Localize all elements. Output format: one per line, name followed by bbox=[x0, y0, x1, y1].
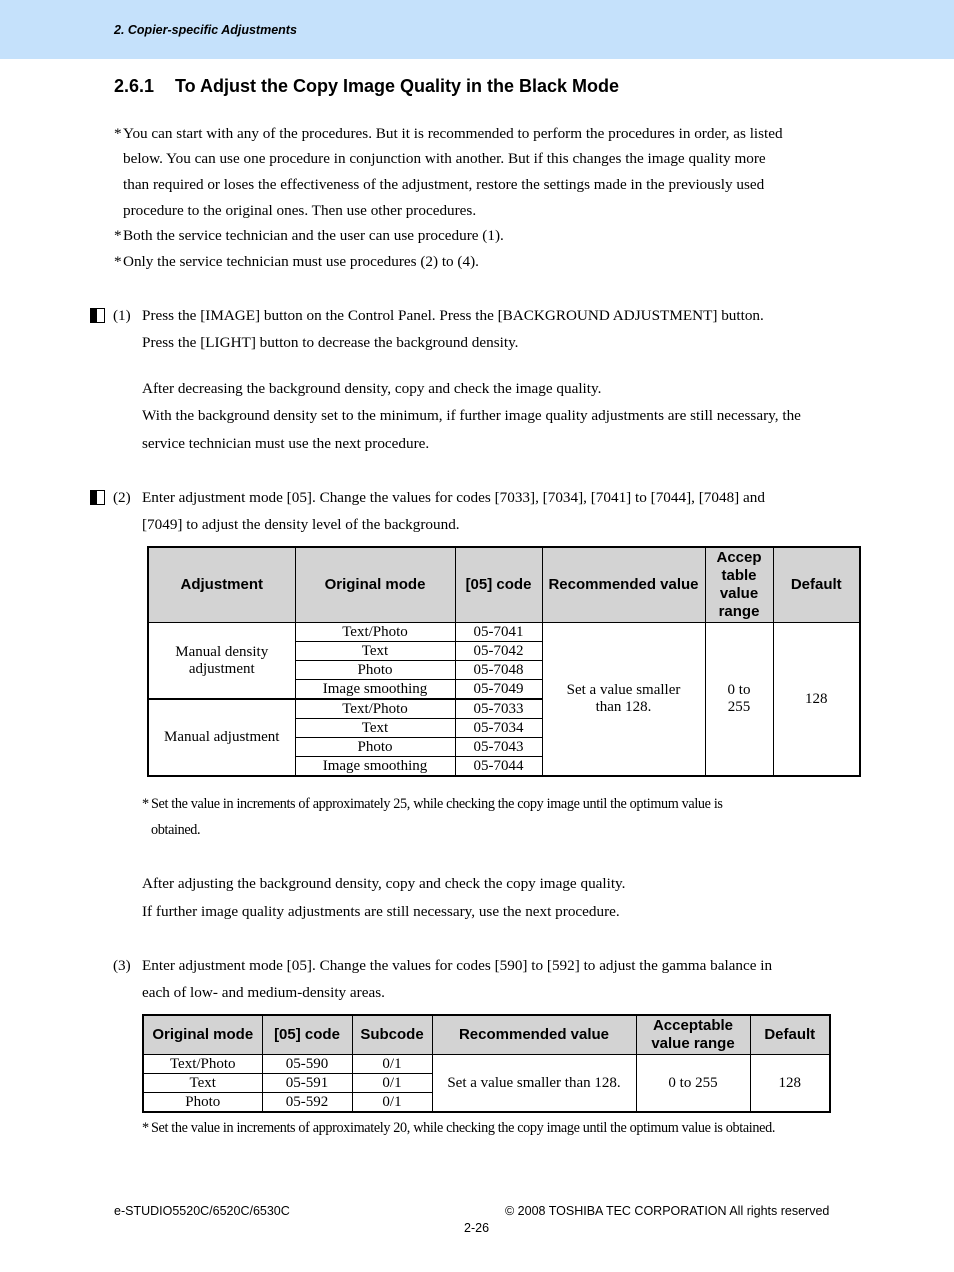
original-mode-cell: Image smoothing bbox=[295, 757, 455, 777]
group-label: Manual adjustment bbox=[148, 699, 295, 776]
default-value-cell: 128 bbox=[750, 1055, 830, 1113]
table-note: Set the value in increments of approximately 20, while checking the copy image until the optimum value is obtained. bbox=[151, 1120, 776, 1136]
acceptable-range-cell: 0 to 255 bbox=[705, 623, 773, 777]
original-mode-cell: Photo bbox=[295, 661, 455, 680]
section-title bbox=[114, 76, 619, 97]
recommended-value-cell: Set a value smaller than 128. bbox=[432, 1055, 636, 1113]
table-note: Set the value in increments of approximately 25, while checking the copy image until the optimum value is bbox=[151, 796, 723, 812]
step-number: (2) bbox=[113, 489, 131, 506]
original-mode-cell: Text bbox=[295, 642, 455, 661]
code-cell: 05-7043 bbox=[455, 738, 542, 757]
code-cell: 05-7044 bbox=[455, 757, 542, 777]
intro-line: procedure to the original ones. Then use other procedures. bbox=[123, 202, 477, 219]
group-label: Manual density adjustment bbox=[148, 623, 295, 700]
step-text: After decreasing the background density, copy and check the image quality. bbox=[142, 380, 602, 397]
technician-marker-icon bbox=[90, 308, 105, 323]
step-text: If further image quality adjustments are still necessary, use the next procedure. bbox=[142, 903, 620, 920]
code-cell: 05-7049 bbox=[455, 680, 542, 700]
column-header: Adjustment bbox=[148, 547, 295, 623]
original-mode-cell: Text bbox=[143, 1074, 262, 1093]
table-row bbox=[148, 623, 860, 642]
technician-marker-icon bbox=[90, 490, 105, 505]
step-number: (3) bbox=[113, 957, 131, 974]
subcode-cell: 0/1 bbox=[352, 1074, 432, 1093]
subcode-cell: 0/1 bbox=[352, 1055, 432, 1074]
intro-line: Only the service technician must use procedures (2) to (4). bbox=[123, 253, 479, 270]
original-mode-cell: Text/Photo bbox=[143, 1055, 262, 1074]
code-cell: 05-592 bbox=[262, 1093, 352, 1113]
column-header: Original mode bbox=[143, 1015, 262, 1055]
column-header: [05] code bbox=[262, 1015, 352, 1055]
column-header: Default bbox=[773, 547, 860, 623]
intro-line: You can start with any of the procedures. But it is recommended to perform the procedures in order, as listed bbox=[123, 125, 783, 142]
step-text: service technician must use the next procedure. bbox=[142, 435, 430, 452]
table-header-row bbox=[143, 1015, 830, 1055]
section-number: 2.6.1 bbox=[114, 76, 155, 96]
column-header: Accep table value range bbox=[705, 547, 773, 623]
intro-line: Both the service technician and the user can use procedure (1). bbox=[123, 227, 504, 244]
step-text: [7049] to adjust the density level of the background. bbox=[142, 516, 460, 533]
bullet-marker: * bbox=[142, 796, 149, 812]
subcode-cell: 0/1 bbox=[352, 1093, 432, 1113]
acceptable-range-cell: 0 to 255 bbox=[636, 1055, 750, 1113]
step-number: (1) bbox=[113, 307, 131, 324]
original-mode-cell: Image smoothing bbox=[295, 680, 455, 700]
original-mode-cell: Text/Photo bbox=[295, 699, 455, 719]
footer-copyright: © 2008 TOSHIBA TEC CORPORATION All rights reserved bbox=[505, 1204, 830, 1218]
step-text: each of low- and medium-density areas. bbox=[142, 984, 385, 1001]
footer-model: e-STUDIO5520C/6520C/6530C bbox=[114, 1204, 290, 1218]
table-row bbox=[143, 1055, 830, 1074]
table-note: obtained. bbox=[151, 822, 201, 838]
table-header-row bbox=[148, 547, 860, 623]
column-header: Recommended value bbox=[542, 547, 705, 623]
page-number: 2-26 bbox=[464, 1221, 490, 1235]
code-cell: 05-7033 bbox=[455, 699, 542, 719]
page-header bbox=[0, 0, 954, 59]
code-cell: 05-590 bbox=[262, 1055, 352, 1074]
bullet-marker: * bbox=[114, 253, 122, 270]
original-mode-cell: Photo bbox=[143, 1093, 262, 1113]
step-text: Enter adjustment mode [05]. Change the values for codes [590] to [592] to adjust the gamma balance in bbox=[142, 957, 773, 974]
step-text: Press the [LIGHT] button to decrease the background density. bbox=[142, 334, 519, 351]
recommended-value-cell: Set a value smaller than 128. bbox=[542, 623, 705, 777]
step-text: Enter adjustment mode [05]. Change the values for codes [7033], [7034], [7041] to [7044], [7048] and bbox=[142, 489, 765, 506]
column-header: Subcode bbox=[352, 1015, 432, 1055]
original-mode-cell: Text bbox=[295, 719, 455, 738]
code-cell: 05-591 bbox=[262, 1074, 352, 1093]
column-header: Default bbox=[750, 1015, 830, 1055]
code-cell: 05-7034 bbox=[455, 719, 542, 738]
column-header: Original mode bbox=[295, 547, 455, 623]
original-mode-cell: Photo bbox=[295, 738, 455, 757]
chapter-title: 2. Copier-specific Adjustments bbox=[114, 23, 297, 37]
step-text: Press the [IMAGE] button on the Control Panel. Press the [BACKGROUND ADJUSTMENT] button. bbox=[142, 307, 764, 324]
step-text: After adjusting the background density, copy and check the copy image quality. bbox=[142, 875, 626, 892]
density-adjustment-table bbox=[147, 546, 861, 777]
code-cell: 05-7048 bbox=[455, 661, 542, 680]
original-mode-cell: Text/Photo bbox=[295, 623, 455, 642]
bullet-marker: * bbox=[142, 1120, 149, 1136]
step-text: With the background density set to the minimum, if further image quality adjustments are still necessary, the bbox=[142, 407, 801, 424]
section-heading: To Adjust the Copy Image Quality in the Black Mode bbox=[175, 76, 620, 96]
bullet-marker: * bbox=[114, 227, 122, 244]
column-header: Recommended value bbox=[432, 1015, 636, 1055]
intro-line: than required or loses the effectiveness of the adjustment, restore the settings made in the previously used bbox=[123, 176, 765, 193]
gamma-balance-table bbox=[142, 1014, 831, 1113]
intro-line: below. You can use one procedure in conjunction with another. But if this changes the image quality more bbox=[123, 150, 766, 167]
code-cell: 05-7042 bbox=[455, 642, 542, 661]
code-cell: 05-7041 bbox=[455, 623, 542, 642]
column-header: [05] code bbox=[455, 547, 542, 623]
column-header: Acceptable value range bbox=[636, 1015, 750, 1055]
default-value-cell: 128 bbox=[773, 623, 860, 777]
bullet-marker: * bbox=[114, 125, 122, 142]
